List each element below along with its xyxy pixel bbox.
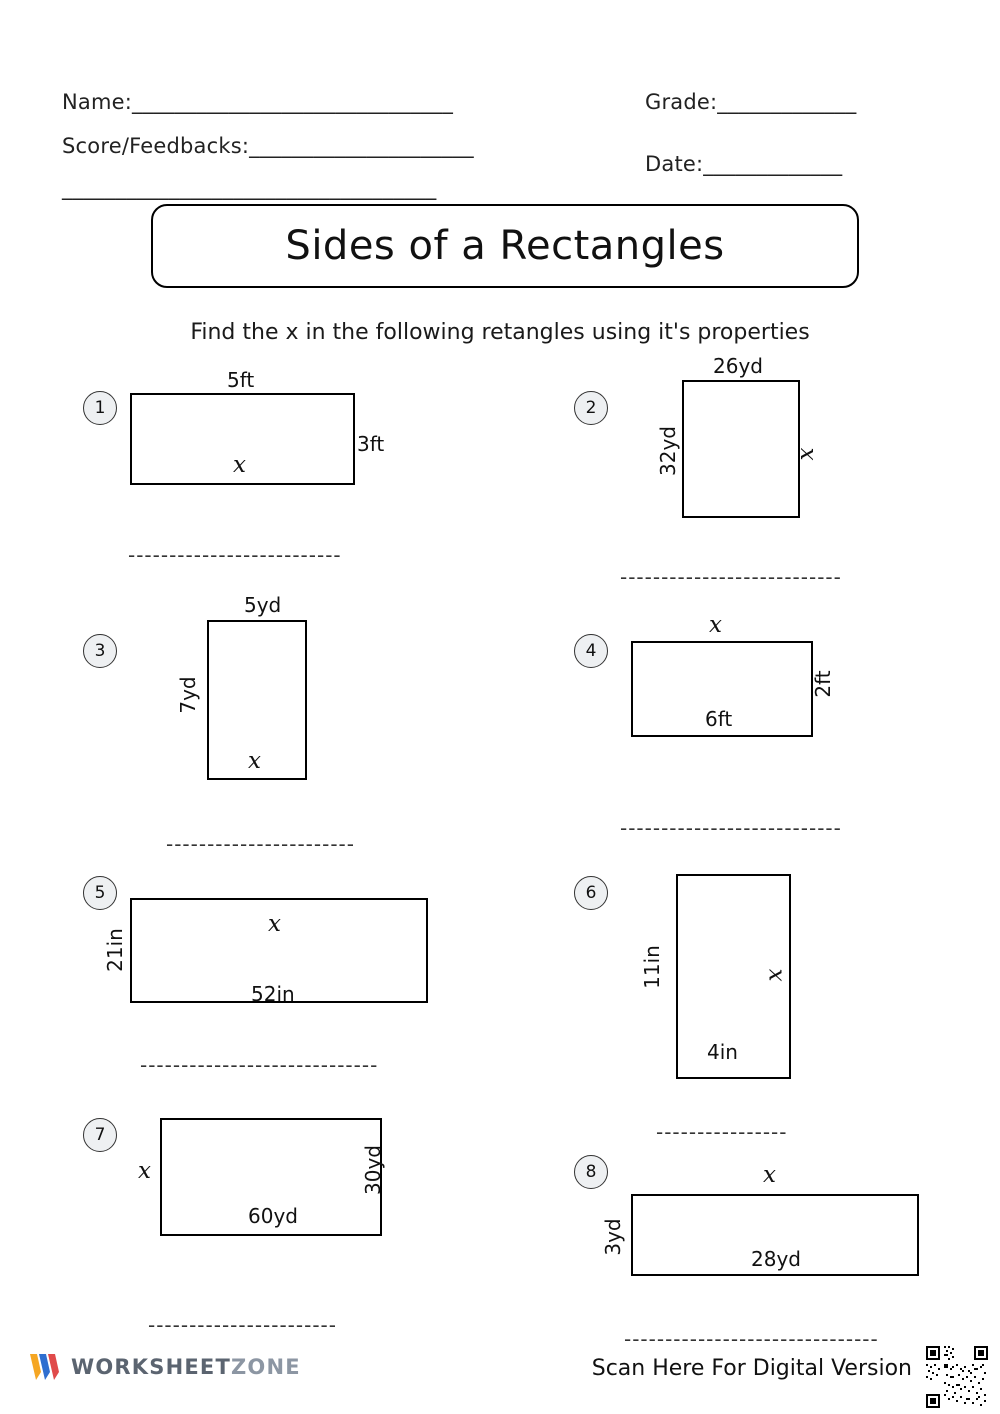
worksheet-title-box xyxy=(151,204,859,288)
grade-field-line[interactable]: Grade:_____________ xyxy=(645,90,857,114)
worksheet-zone-logo[interactable] xyxy=(28,1352,301,1382)
top-side-label: x xyxy=(709,612,722,638)
logo-mark-icon xyxy=(28,1352,62,1382)
bottom-side-label: 60yd xyxy=(248,1204,298,1228)
top-side-label: 26yd xyxy=(713,354,763,378)
logo-text xyxy=(71,1355,301,1379)
right-side-label: 3ft xyxy=(357,432,385,456)
page-title: Sides of a Rectangles xyxy=(285,223,725,269)
bottom-side-label: 6ft xyxy=(705,707,733,731)
logo-word-worksheet: WORKSHEET xyxy=(71,1355,231,1379)
score-field-line[interactable]: Score/Feedbacks:_____________________ xyxy=(62,134,474,158)
answer-line[interactable]: --------------------------- xyxy=(620,565,842,589)
left-side-label: 7yd xyxy=(176,676,200,714)
answer-line[interactable]: --------------------------- xyxy=(620,816,842,840)
problem-number-badge: 3 xyxy=(83,634,117,668)
left-side-label: x xyxy=(138,1158,151,1184)
unknown-label: x xyxy=(761,968,788,982)
problem-number-badge: 6 xyxy=(574,876,608,910)
right-side-label: 30yd xyxy=(361,1145,385,1195)
instructions: Find the x in the following retangles using it's properties xyxy=(190,320,810,345)
problem-number-badge: 4 xyxy=(574,634,608,668)
unknown-label: x xyxy=(248,748,261,774)
right-side-label: x xyxy=(793,447,819,461)
date-field-line[interactable]: Date:_____________ xyxy=(645,152,843,176)
logo-word-zone: ZONE xyxy=(230,1355,301,1379)
answer-line[interactable]: ----------------------- xyxy=(148,1313,337,1337)
left-side-label: 21in xyxy=(103,928,127,972)
answer-line[interactable]: -------------------------- xyxy=(128,543,342,567)
problem-number-badge: 5 xyxy=(83,876,117,910)
rectangle-shape xyxy=(682,380,800,518)
answer-line[interactable]: ---------------- xyxy=(656,1120,788,1144)
top-side-label: 5ft xyxy=(227,368,255,392)
top-side-label: x xyxy=(268,911,281,937)
score-field-line-2[interactable]: ___________________________________ xyxy=(62,176,437,200)
bottom-side-label: 28yd xyxy=(751,1247,801,1271)
problem-number-badge: 1 xyxy=(83,391,117,425)
left-side-label: 32yd xyxy=(656,426,680,476)
scan-instruction: Scan Here For Digital Version xyxy=(591,1356,912,1381)
bottom-side-label: 52in xyxy=(251,982,295,1006)
problem-number-badge: 7 xyxy=(83,1118,117,1152)
top-side-label: 5yd xyxy=(244,593,282,617)
right-side-label: 2ft xyxy=(811,670,835,698)
answer-line[interactable]: ------------------------------- xyxy=(624,1327,879,1351)
worksheet-footer xyxy=(0,1334,1000,1414)
left-side-label: 3yd xyxy=(601,1218,625,1256)
problem-number-badge: 8 xyxy=(574,1155,608,1189)
answer-line[interactable]: ----------------------- xyxy=(166,832,355,856)
worksheet-header xyxy=(0,42,1000,200)
unknown-label: x xyxy=(233,452,246,478)
answer-line[interactable]: ----------------------------- xyxy=(140,1053,379,1077)
bottom-side-label: 4in xyxy=(707,1040,738,1064)
name-field-line[interactable]: Name:______________________________ xyxy=(62,90,454,114)
qr-code-icon[interactable] xyxy=(926,1346,988,1408)
top-side-label: x xyxy=(763,1162,776,1188)
left-side-label: 11in xyxy=(640,945,664,989)
problem-number-badge: 2 xyxy=(574,391,608,425)
